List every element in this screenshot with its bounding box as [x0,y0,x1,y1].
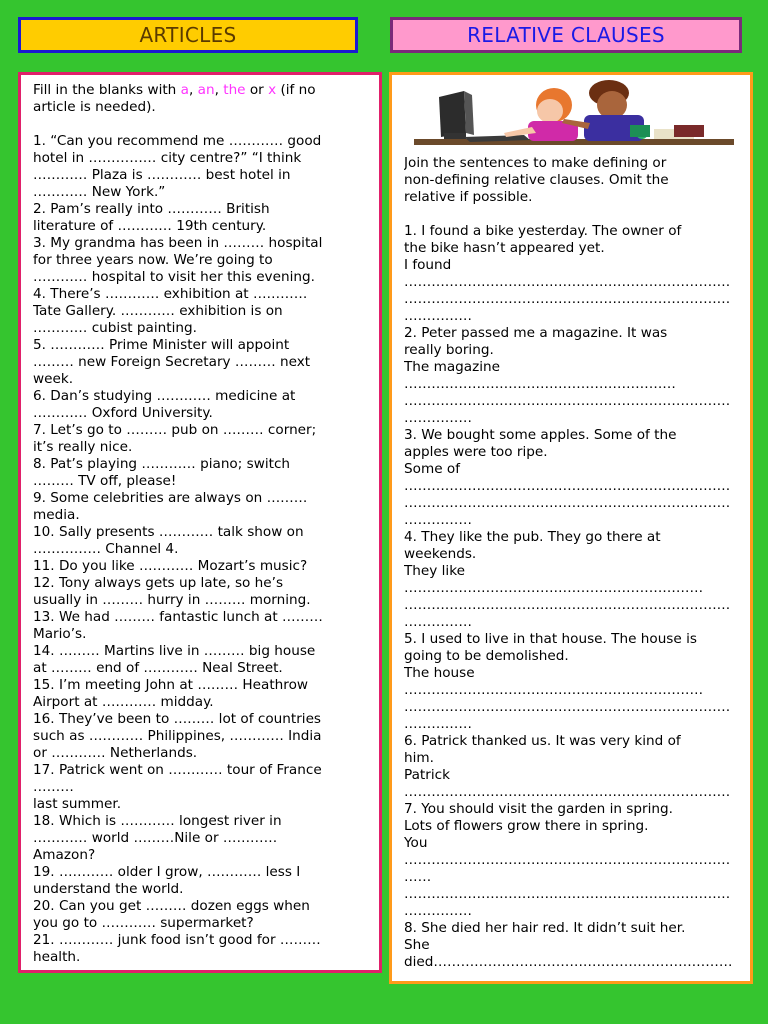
articles-question-line: Airport at ………… midday. [33,694,214,710]
articles-question-line: such as ………… Philippines, ………… India [33,728,322,744]
relative-clause-line: 8. She died her hair red. It didn’t suit her. [404,920,686,936]
article-option-x: x [268,82,277,98]
articles-question-line: week. [33,371,74,387]
articles-question-line: 15. I’m meeting John at ……… Heathrow [33,677,309,693]
relative-clause-line: 4. They like the pub. They go there at [404,529,661,545]
relative-clause-line: 6. Patrick thanked us. It was very kind of [404,733,681,749]
relative-clause-line: ……………………………………………………………… [404,495,731,511]
relative-clause-line: weekends. [404,546,477,562]
articles-question-line: media. [33,507,80,523]
articles-question-line: Mario’s. [33,626,87,642]
relative-clause-line: …………… [404,903,472,919]
relative-clause-line: She [404,937,430,953]
relative-clause-line: 7. You should visit the garden in spring. [404,801,673,817]
articles-question-line: Tate Gallery. ………… exhibition is on [33,303,283,319]
articles-instruction: Fill in the blanks with a, an, the or x (if no [33,82,316,98]
relative-clause-line: ……………………………………………………………… [404,699,731,715]
articles-question-line: it’s really nice. [33,439,133,455]
relative-clause-line: 5. I used to live in that house. The house is [404,631,697,647]
articles-question-list [33,133,367,966]
articles-question-line: ………… Oxford University. [33,405,213,421]
relative-clauses-header-label: RELATIVE CLAUSES [467,23,665,47]
relative-clause-line: ……………………………………………………………… [404,886,731,902]
relative-clause-line: him. [404,750,434,766]
articles-question-line: usually in ……… hurry in ……… morning. [33,592,311,608]
articles-question-line: at ……… end of ………… Neal Street. [33,660,283,676]
articles-question-line: 13. We had ……… fantastic lunch at ……… [33,609,323,625]
relative-clause-line: ………………………………………………………… [404,580,704,596]
articles-question-line: 18. Which is ………… longest river in [33,813,282,829]
article-option-a: a [180,82,189,98]
relative-clause-line: 3. We bought some apples. Some of the [404,427,677,443]
articles-question-line: 6. Dan’s studying ………… medicine at [33,388,296,404]
relative-clause-line: 1. I found a bike yesterday. The owner of [404,223,682,239]
articles-question-line: 4. There’s ………… exhibition at ………… [33,286,308,302]
article-option-an: an [197,82,215,98]
articles-header-label: ARTICLES [139,23,237,47]
relative-clause-line: The house [404,665,475,681]
articles-question-line: 21. ………… junk food isn’t good for ……… [33,932,321,948]
articles-question-line: or ………… Netherlands. [33,745,198,761]
relative-clause-line: ……………………………………………………………… [404,274,731,290]
relative-clause-line: really boring. [404,342,494,358]
relative-clause-line: ……………………………………………………………… [404,597,731,613]
articles-question-line: health. [33,949,81,965]
relative-clause-line: …………… [404,614,472,630]
articles-question-line: ……… new Foreign Secretary ……… next [33,354,311,370]
articles-question-line: ………… Plaza is ………… best hotel in [33,167,291,183]
articles-question-line: literature of ………… 19th century. [33,218,267,234]
article-option-the: the [223,82,246,98]
relative-clause-line: died………………………………………………………… [404,954,733,970]
articles-header [18,17,358,53]
articles-question-line: last summer. [33,796,122,812]
articles-exercise-panel [18,72,382,973]
articles-question-line: 12. Tony always gets up late, so he’s [33,575,284,591]
relative-clause-line: ……………………………………………………………… [404,393,731,409]
relative-clause-line: ………………………………………………………… [404,682,704,698]
articles-question-line: for three years now. We’re going to [33,252,273,268]
computer-users-illustration [404,75,738,155]
relative-clause-line: relative if possible. [404,189,533,205]
relative-clauses-question-list [404,155,738,971]
articles-question-line: 19. ………… older I grow, ………… less I [33,864,301,880]
relative-clause-line: …………………………………………………… [404,376,676,392]
relative-clause-line: The magazine [404,359,501,375]
articles-question-line: 8. Pat’s playing ………… piano; switch [33,456,291,472]
articles-question-line: 3. My grandma has been in ……… hospital [33,235,323,251]
articles-question-line: ……… [33,779,74,795]
relative-clause-line: They like [404,563,465,579]
relative-clause-line: going to be demolished. [404,648,569,664]
relative-clause-line: ……………………………………………………………… [404,291,731,307]
relative-clause-line: Join the sentences to make defining or [404,155,667,171]
relative-clause-line: Some of [404,461,460,477]
articles-question-line: 16. They’ve been to ……… lot of countries [33,711,322,727]
articles-question-line: ………… cubist painting. [33,320,197,336]
articles-question-line: 9. Some celebrities are always on ……… [33,490,308,506]
articles-question-line: …………… Channel 4. [33,541,179,557]
relative-clause-line: I found [404,257,452,273]
articles-question-line: understand the world. [33,881,184,897]
relative-clause-line: non-defining relative clauses. Omit the [404,172,669,188]
relative-clause-line [404,206,738,223]
relative-clause-line: …… [404,869,432,885]
relative-clause-line: ……………………………………………………………… [404,478,731,494]
articles-question-line: 20. Can you get ……… dozen eggs when [33,898,310,914]
articles-question-line: Amazon? [33,847,96,863]
relative-clause-line: the bike hasn’t appeared yet. [404,240,605,256]
articles-question-line: ………… world ………Nile or ………… [33,830,278,846]
relative-clause-line: …………… [404,410,472,426]
relative-clause-line: …………… [404,308,472,324]
relative-clauses-header [390,17,742,53]
relative-clause-line: apples were too ripe. [404,444,548,460]
articles-question-line: 1. “Can you recommend me ………… good [33,133,322,149]
relative-clause-line: …………… [404,512,472,528]
relative-clause-line: You [404,835,428,851]
articles-question-line: 2. Pam’s really into ………… British [33,201,270,217]
articles-question-line: 7. Let’s go to ……… pub on ……… corner; [33,422,317,438]
relative-clause-line: 2. Peter passed me a magazine. It was [404,325,668,341]
relative-clause-line: Patrick [404,767,450,783]
articles-question-line: 14. ……… Martins live in ……… big house [33,643,316,659]
relative-clause-line: ……………………………………………………………… [404,784,731,800]
articles-question-line: ………… New York.” [33,184,166,200]
articles-question-line: ………… hospital to visit her this evening. [33,269,315,285]
relative-clause-line: …………… [404,716,472,732]
relative-clause-line: ……………………………………………………………… [404,852,731,868]
articles-question-line: 17. Patrick went on ………… tour of France [33,762,322,778]
articles-question-line: ……… TV off, please! [33,473,177,489]
relative-clauses-exercise-panel [389,72,753,984]
articles-question-line: 10. Sally presents ………… talk show on [33,524,304,540]
articles-question-line: 11. Do you like ………… Mozart’s music? [33,558,308,574]
articles-question-line: 5. ………… Prime Minister will appoint [33,337,290,353]
articles-question-line: hotel in …………… city centre?” “I think [33,150,302,166]
articles-instruction-line2: article is needed). [33,99,156,115]
relative-clause-line: Lots of flowers grow there in spring. [404,818,649,834]
articles-question-line: you go to ………… supermarket? [33,915,254,931]
